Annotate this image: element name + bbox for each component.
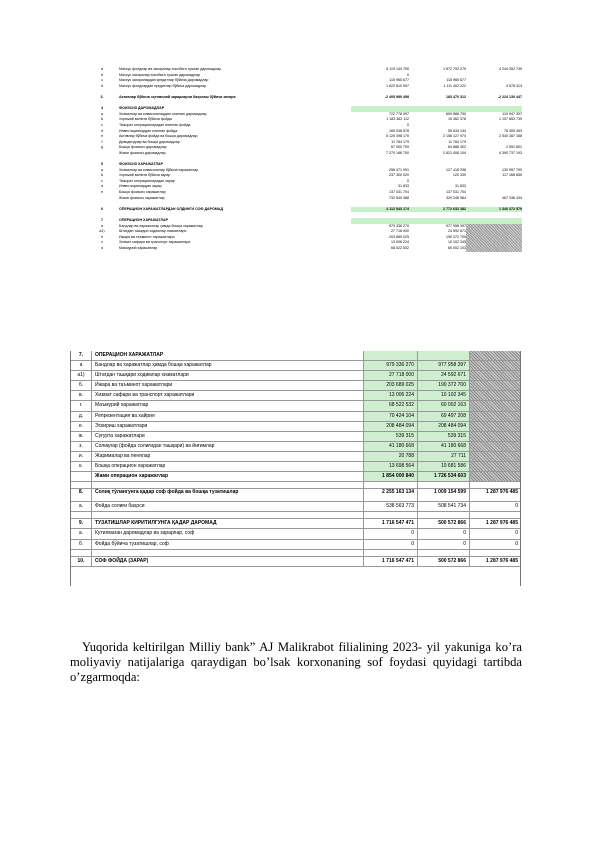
summary-row bbox=[95, 151, 522, 157]
summary-cell-v1: 0 bbox=[407, 178, 409, 183]
summary-cell-v1: 13 006 224 bbox=[391, 240, 409, 245]
expense-cell-v2 bbox=[417, 550, 469, 556]
expense-cell-n: г. bbox=[71, 401, 92, 410]
summary-cell-n: d bbox=[101, 128, 103, 133]
expense-cell-n bbox=[71, 512, 92, 518]
expense-cell-n: д. bbox=[71, 412, 92, 421]
summary-cell-label: Хорижий валюта бўйича фойда bbox=[119, 117, 172, 122]
expense-cell-label: Солиқ тўлангунга қадар соф фойда ва бошқа тузатишлар bbox=[95, 489, 239, 496]
summary-row bbox=[95, 196, 522, 202]
expense-cell-v1: 538 563 773 bbox=[363, 502, 417, 511]
expense-cell-label: Штатдан ташқари ходимлар хизматлари bbox=[95, 372, 189, 379]
expense-row bbox=[71, 381, 520, 391]
expense-cell-v1: 68 522 532 bbox=[363, 401, 417, 410]
summary-cell-v1: 1 622 610 097 bbox=[386, 83, 409, 88]
summary-rows bbox=[95, 67, 522, 252]
expense-row bbox=[71, 462, 520, 472]
expense-cell-v1: 20 788 bbox=[363, 452, 417, 461]
summary-cell-v1: 5 119 144 790 bbox=[386, 67, 409, 71]
summary-cell-v1: 256 471 091 bbox=[389, 167, 409, 172]
summary-cell-n: 4 bbox=[101, 106, 103, 111]
expense-cell-n: a bbox=[71, 361, 92, 370]
summary-cell-n: 5 bbox=[101, 162, 103, 167]
expense-cell-n: а. bbox=[71, 529, 92, 538]
summary-cell-label: Бандлар ва харажатлар ҳамда бошқа харажатлар bbox=[119, 223, 203, 228]
summary-cell-label: Махсус фондлардан кредитлар бўйича даромадлар bbox=[119, 83, 207, 88]
expense-cell-label: Бандлар ва харажатлар ҳамда бошқа харажатлар bbox=[95, 362, 212, 369]
expense-cell-v2: 41 180 668 bbox=[417, 442, 469, 451]
summary-cell-v2: 10 102 345 bbox=[448, 240, 466, 245]
summary-cell-label: Хорижий валюта бўйича зарар bbox=[119, 173, 171, 178]
summary-cell-v2: 127 418 298 bbox=[446, 167, 466, 172]
expense-row bbox=[71, 557, 520, 567]
summary-cell-v2: 2 821 408 104 bbox=[443, 150, 466, 155]
summary-cell-v3: 2 592 801 bbox=[506, 145, 522, 150]
expense-cell-v1: 539 315 bbox=[363, 432, 417, 441]
expense-cell-n: в. bbox=[71, 391, 92, 400]
expense-cell-v2: 0 bbox=[417, 540, 469, 549]
summary-cell-v3: -2 224 130 447 bbox=[497, 94, 522, 99]
summary-cell-v1: 4 112 543 174 bbox=[386, 206, 409, 211]
summary-cell-v1: 0 bbox=[407, 122, 409, 127]
summary-cell-n: f bbox=[101, 139, 103, 144]
expense-cell-v1: 0 bbox=[363, 540, 417, 549]
expense-cell-v1: 979 336 270 bbox=[363, 361, 417, 370]
summary-cell-v2: 60 002 103 bbox=[448, 246, 466, 250]
expense-cell-v3 bbox=[469, 401, 520, 410]
expense-cell-label: Жарималар ва пенялар bbox=[95, 452, 151, 459]
expense-row bbox=[71, 371, 520, 381]
expense-cell-v3 bbox=[469, 550, 520, 556]
summary-cell-n: a bbox=[101, 67, 103, 71]
expense-cell-label: СОФ ФОЙДА (ЗАРАР) bbox=[95, 557, 149, 564]
summary-cell-label: Ижара ва таъминот харажатлари bbox=[119, 234, 175, 239]
summary-cell-label: Махсус захиралар хисобига тушган даромадлар bbox=[119, 72, 200, 77]
summary-cell-n: 6 bbox=[101, 206, 103, 211]
expense-cell-v3 bbox=[469, 432, 520, 441]
summary-cell-v1: 31 833 bbox=[398, 184, 409, 189]
summary-cell-v2: 600 888 790 bbox=[446, 111, 466, 116]
summary-cell-v2: 55 634 134 bbox=[448, 128, 466, 133]
financial-table-summary bbox=[95, 67, 522, 291]
summary-cell-label: Бошқа фоизсиз даромадлар bbox=[119, 145, 167, 150]
summary-cell-n: c bbox=[101, 240, 103, 245]
expense-cell-n: ж. bbox=[71, 432, 92, 441]
expense-cell-n: з. bbox=[71, 442, 92, 451]
expense-cell-v2: 1 726 534 603 bbox=[417, 472, 469, 481]
summary-cell-label: Тижорат операцияларидан олинган фойда bbox=[119, 122, 191, 127]
summary-cell-n: 3. bbox=[100, 94, 104, 99]
summary-cell-v2: 977 958 397 bbox=[446, 223, 466, 228]
expense-cell-v1: 27 718 000 bbox=[363, 371, 417, 380]
summary-row bbox=[95, 84, 522, 90]
summary-cell-v1: 67 000 709 bbox=[391, 145, 409, 150]
expense-cell-label: Кутилмаган даромадлар ва зарарлар, соф bbox=[95, 530, 195, 537]
expense-cell-v3: 1 287 976 485 bbox=[469, 557, 520, 566]
summary-cell-n: a bbox=[101, 167, 103, 172]
expense-row bbox=[71, 422, 520, 432]
expense-row bbox=[71, 442, 520, 452]
summary-cell-v3: 2 540 387 188 bbox=[499, 134, 522, 139]
expense-cell-v2: 24 592 671 bbox=[417, 371, 469, 380]
expense-cell-v3 bbox=[469, 412, 520, 421]
expense-row bbox=[71, 540, 520, 550]
expense-cell-v3: 0 bbox=[469, 502, 520, 511]
summary-cell-v2: 137 031 704 bbox=[446, 190, 466, 195]
expense-cell-n: а. bbox=[71, 502, 92, 511]
summary-cell-v1: 203 689 025 bbox=[389, 234, 409, 239]
expense-cell-v1: 13 698 564 bbox=[363, 462, 417, 471]
expense-row bbox=[71, 512, 520, 519]
summary-cell-v3: 130 557 790 bbox=[502, 167, 522, 172]
expense-cell-label: ТУЗАТИШЛАР КИРИТИЛГУНГА ҚАДАР ДАРОМАД bbox=[95, 520, 217, 527]
summary-cell-label: Жами фоизсиз даромадлар bbox=[119, 150, 166, 155]
expense-cell-label: Фойда бўйича тузатишлар, соф bbox=[95, 540, 169, 547]
summary-cell-v2: 183 470 312 bbox=[446, 94, 466, 99]
summary-cell-n: b bbox=[101, 117, 103, 122]
summary-cell-v2: 120 339 bbox=[453, 173, 466, 178]
expense-cell-n bbox=[71, 482, 92, 488]
summary-cell-label: Бошқа фоизсиз харажатлар bbox=[119, 190, 166, 195]
expense-row bbox=[71, 529, 520, 539]
expense-cell-n: 8. bbox=[71, 489, 92, 501]
summary-cell-v1: 722 778 097 bbox=[389, 111, 409, 116]
expense-row bbox=[71, 452, 520, 462]
summary-cell-n: b bbox=[101, 173, 103, 178]
expense-cell-v3: 0 bbox=[469, 540, 520, 549]
expense-cell-v3 bbox=[469, 512, 520, 518]
expense-cell-v2: 60 002 163 bbox=[417, 401, 469, 410]
summary-cell-n: b bbox=[101, 234, 103, 239]
expense-cell-v2: 10 102 345 bbox=[417, 391, 469, 400]
summary-cell-v1: -2 405 989 498 bbox=[384, 94, 409, 99]
expense-cell-label: Солиқлар (фойда солиғидан ташқари) ва йиғимлар bbox=[95, 442, 215, 449]
summary-cell-v2: 31 833 bbox=[455, 184, 466, 189]
hatched-cell bbox=[466, 246, 522, 252]
expense-cell-n: б. bbox=[71, 540, 92, 549]
expense-cell-v3: 0 bbox=[469, 529, 520, 538]
summary-cell-label: ФОИЗСИЗ ХАРАЖАТЛАР bbox=[119, 162, 163, 167]
expense-cell-v1: 13 006 224 bbox=[363, 391, 417, 400]
expense-cell-v1 bbox=[363, 512, 417, 518]
summary-row bbox=[95, 207, 522, 213]
expense-cell-n: б. bbox=[71, 381, 92, 390]
summary-cell-v1: 5 120 398 170 bbox=[386, 134, 409, 139]
expense-cell-label: Хизмат сафари ва транспорт харажатлари bbox=[95, 392, 195, 399]
expense-cell-v3 bbox=[469, 371, 520, 380]
summary-cell-label: Дивидендлар ва бошқа даромадлар bbox=[119, 139, 180, 144]
expense-cell-label: Маъмурий харажатлар bbox=[95, 402, 149, 409]
body-paragraph: Yuqorida keltirilgan Milliy bank” AJ Malikrabot filialining 2023- yil yakuniga ko’ra moliyaviy natijalariga qaraydigan bo’lsak korxonaning sof foydasi quyidagi tartibda o’zgarmoqda: bbox=[70, 639, 522, 685]
summary-cell-v3: 467 336 434 bbox=[502, 195, 522, 200]
expense-cell-v1 bbox=[363, 482, 417, 488]
summary-cell-v3: 78 405 453 bbox=[504, 128, 522, 133]
summary-cell-label: ФОИЗСИЗ ДАРОМАДЛАР bbox=[119, 106, 165, 111]
expense-cell-v2: 977 958 397 bbox=[417, 361, 469, 370]
summary-cell-v1: 979 336 270 bbox=[389, 223, 409, 228]
expense-cell-v1: 208 484 094 bbox=[363, 422, 417, 431]
expense-row bbox=[71, 482, 520, 489]
summary-cell-v2: 2 156 127 974 bbox=[443, 134, 466, 139]
expense-cell-label: Фойда солиғи баҳоси bbox=[95, 503, 145, 510]
expense-cell-n: a1) bbox=[71, 371, 92, 380]
expense-cell-v3 bbox=[469, 452, 520, 461]
expense-row bbox=[71, 351, 520, 361]
summary-cell-n: a bbox=[101, 111, 103, 116]
summary-row bbox=[95, 95, 522, 101]
summary-cell-n: c bbox=[101, 122, 103, 127]
summary-row bbox=[95, 246, 522, 252]
summary-cell-v1: 732 540 368 bbox=[389, 195, 409, 200]
summary-cell-n: c bbox=[101, 178, 103, 183]
summary-cell-v2: 115 965 677 bbox=[446, 78, 466, 83]
summary-cell-label: Хизматлар ва комиссиялар бўйича харажатлар bbox=[119, 167, 199, 172]
expense-cell-v3 bbox=[469, 462, 520, 471]
expense-cell-v2: 500 572 866 bbox=[417, 519, 469, 528]
expense-cell-v3 bbox=[469, 381, 520, 390]
summary-cell-label: Махсус фондлар ва захиралар хисобига тушган даромадлар bbox=[119, 67, 221, 71]
operating-expenses-table bbox=[70, 351, 521, 586]
summary-cell-v2: 320 246 984 bbox=[446, 195, 466, 200]
expense-cell-v3 bbox=[469, 472, 520, 481]
summary-cell-label: Махсус захиралардан кредитлар бўйича даромадлар bbox=[119, 78, 209, 83]
expense-cell-v1: 1 716 547 471 bbox=[363, 557, 417, 566]
expense-cell-n: 10. bbox=[71, 557, 92, 566]
summary-cell-v1: 0 bbox=[407, 72, 409, 77]
expense-cell-v1 bbox=[363, 351, 417, 360]
summary-cell-v1: 237 300 020 bbox=[389, 173, 409, 178]
summary-cell-v3: 119 947 307 bbox=[502, 111, 522, 116]
expense-cell-v2: 508 541 734 bbox=[417, 502, 469, 511]
expense-cell-v2 bbox=[417, 512, 469, 518]
expense-cell-v1: 203 689 025 bbox=[363, 381, 417, 390]
summary-cell-v1: 11 784 179 bbox=[391, 139, 409, 144]
expense-cell-v3 bbox=[469, 482, 520, 488]
summary-cell-v3: 1 340 372 579 bbox=[499, 206, 522, 211]
summary-cell-v2: 24 592 671 bbox=[448, 229, 466, 234]
expense-cell-label: Эскириш харажатлари bbox=[95, 422, 148, 429]
summary-cell-n: d bbox=[101, 83, 103, 88]
summary-cell-label: Штатдан ташқари ходимлар хизматлари bbox=[119, 229, 187, 234]
expense-cell-n: 7. bbox=[71, 351, 92, 360]
summary-cell-n: e bbox=[101, 190, 103, 195]
expense-cell-v3 bbox=[469, 391, 520, 400]
summary-cell-v3: 4 390 737 193 bbox=[499, 150, 522, 155]
expense-cell-v3 bbox=[469, 351, 520, 360]
expense-cell-v2: 190 372 700 bbox=[417, 381, 469, 390]
summary-cell-label: Жами фоизсиз харажатлар bbox=[119, 195, 165, 200]
summary-cell-v1: 27 718 000 bbox=[391, 229, 409, 234]
expense-row bbox=[71, 550, 520, 557]
expense-cell-v2: 10 681 586 bbox=[417, 462, 469, 471]
summary-cell-v2: 190 372 700 bbox=[446, 234, 466, 239]
summary-cell-n: d bbox=[101, 246, 103, 250]
expense-cell-v1: 1 716 547 471 bbox=[363, 519, 417, 528]
expense-row bbox=[71, 412, 520, 422]
expense-row bbox=[71, 391, 520, 401]
summary-cell-v1: 7 270 166 700 bbox=[386, 150, 409, 155]
expense-cell-n: е. bbox=[71, 422, 92, 431]
expense-cell-n: и. bbox=[71, 452, 92, 461]
summary-cell-n: a bbox=[101, 223, 103, 228]
expense-cell-label: Жами операцион харажатлар bbox=[95, 473, 169, 480]
expense-cell-v2: 208 484 094 bbox=[417, 422, 469, 431]
summary-cell-n: a1) bbox=[99, 229, 105, 234]
expense-row bbox=[71, 519, 520, 529]
expense-cell-n: к. bbox=[71, 462, 92, 471]
expense-row bbox=[71, 432, 520, 442]
expense-cell-v3 bbox=[469, 361, 520, 370]
summary-cell-v1: 1 183 362 112 bbox=[386, 117, 409, 122]
summary-cell-v1: 115 965 677 bbox=[389, 78, 409, 83]
expense-cell-v3: 1 287 976 485 bbox=[469, 519, 520, 528]
expense-cell-v2: 500 572 866 bbox=[417, 557, 469, 566]
expense-cell-label: Суғурта харажатлари bbox=[95, 432, 145, 439]
expense-cell-v2: 69 497 208 bbox=[417, 412, 469, 421]
summary-cell-v2: 1 872 792 279 bbox=[443, 67, 466, 71]
expense-cell-n: 9. bbox=[71, 519, 92, 528]
expense-cell-v3: 1 287 976 485 bbox=[469, 489, 520, 501]
expense-cell-v3 bbox=[469, 442, 520, 451]
summary-cell-label: Тижорат операцияларидан зарар bbox=[119, 178, 175, 183]
expense-cell-n bbox=[71, 472, 92, 481]
expense-cell-v1: 70 424 104 bbox=[363, 412, 417, 421]
expense-cell-v1 bbox=[363, 550, 417, 556]
summary-cell-v2: 2 772 632 382 bbox=[443, 206, 466, 211]
summary-cell-v2: 11 784 179 bbox=[448, 139, 466, 144]
summary-cell-v3: 4 578 313 bbox=[506, 83, 522, 88]
expense-cell-v1: 2 255 163 134 bbox=[363, 489, 417, 501]
summary-cell-v3: 4 244 352 739 bbox=[499, 67, 522, 71]
expense-row bbox=[71, 361, 520, 371]
summary-cell-label: Активлар бўйича фойда ва бошқа даромадлар bbox=[119, 134, 198, 139]
expense-cell-v2 bbox=[417, 482, 469, 488]
summary-cell-label: Инвестициялардан зарар bbox=[119, 184, 162, 189]
expense-cell-label: ОПЕРАЦИОН ХАРАЖАТЛАР bbox=[95, 352, 164, 358]
expense-cell-v3 bbox=[469, 422, 520, 431]
summary-cell-label: Хизмат сафари ва транспорт харажатлари bbox=[119, 240, 191, 245]
expense-cell-label: Бошқа операцион харажатлар bbox=[95, 463, 166, 470]
expense-cell-v2: 0 bbox=[417, 529, 469, 538]
summary-cell-n: 7 bbox=[101, 218, 103, 223]
expense-cell-v2: 539 315 bbox=[417, 432, 469, 441]
expense-row bbox=[71, 502, 520, 512]
summary-cell-n: g bbox=[101, 145, 103, 150]
summary-cell-v1: 68 522 532 bbox=[391, 246, 409, 250]
expense-cell-v1: 0 bbox=[363, 529, 417, 538]
summary-cell-v1: 165 038 578 bbox=[389, 128, 409, 133]
summary-cell-v2: 15 362 378 bbox=[448, 117, 466, 122]
summary-cell-v1: 137 031 704 bbox=[389, 190, 409, 195]
expense-row bbox=[71, 489, 520, 502]
summary-cell-v2: 1 111 402 222 bbox=[443, 83, 466, 88]
summary-cell-v3: 1 107 853 739 bbox=[499, 117, 522, 122]
expense-cell-n bbox=[71, 550, 92, 556]
expense-cell-v1: 41 180 668 bbox=[363, 442, 417, 451]
summary-cell-v2: 64 888 302 bbox=[448, 145, 466, 150]
summary-cell-label: Хизматлар ва комиссиялардан олинган даромадлар bbox=[119, 111, 207, 116]
summary-cell-label: ОПЕРАЦИОН ХАРАЖАТЛАРДАН ОЛДИНГИ СОФ ДАРОМАД bbox=[119, 206, 224, 211]
summary-cell-label: Активлар бўйича эҳтимолий зарарларни баҳолаш бўйича захира bbox=[119, 94, 236, 99]
expense-row bbox=[71, 472, 520, 482]
summary-cell-label: Маъмурий харажатлар bbox=[119, 246, 158, 250]
summary-cell-n: c bbox=[101, 78, 103, 83]
expense-cell-v2: 1 009 154 599 bbox=[417, 489, 469, 501]
expense-cell-label: Репрезентация ва хайрия bbox=[95, 412, 155, 419]
expense-cell-v2: 27 711 bbox=[417, 452, 469, 461]
summary-cell-n: b bbox=[101, 72, 103, 77]
expense-cell-v1: 1 854 000 840 bbox=[363, 472, 417, 481]
expense-row bbox=[71, 401, 520, 411]
expense-cell-v2 bbox=[417, 351, 469, 360]
summary-cell-label: ОПЕРАЦИОН ХАРАЖАТЛАР bbox=[119, 218, 169, 223]
summary-cell-n: d bbox=[101, 184, 103, 189]
summary-cell-v3: 117 168 655 bbox=[502, 173, 522, 178]
expense-cell-label: Ижара ва таъминот харажатлари bbox=[95, 382, 173, 389]
summary-cell-n: e bbox=[101, 134, 103, 139]
summary-cell-label: Инвестициялардан олинган фойда bbox=[119, 128, 178, 133]
